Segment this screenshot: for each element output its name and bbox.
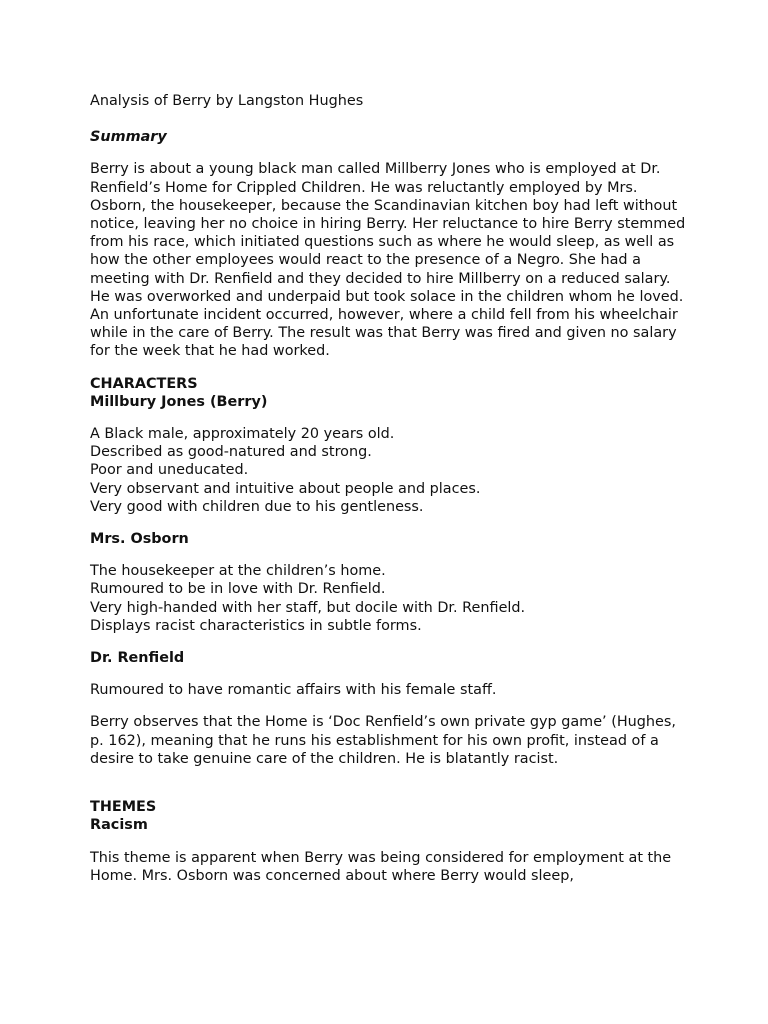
document-title: Analysis of Berry by Langston Hughes: [90, 93, 364, 109]
osborn-trait: Rumoured to be in love with Dr. Renfield.: [90, 581, 386, 598]
berry-traits: [90, 425, 690, 516]
characters-heading: CHARACTERS: [90, 375, 198, 392]
osborn-heading: Mrs. Osborn: [90, 531, 189, 548]
summary-heading: Summary: [90, 129, 167, 146]
berry-heading: Millbury Jones (Berry): [90, 393, 268, 410]
berry-trait: Very observant and intuitive about people and places.: [90, 480, 481, 497]
osborn-traits: [90, 562, 690, 635]
osborn-trait: Displays racist characteristics in subtle forms.: [90, 617, 422, 634]
berry-trait: Poor and uneducated.: [90, 462, 249, 479]
renfield-observation: Berry observes that the Home is ‘Doc Renfield’s own private gyp game’ (Hughes, p. 162), meaning that he runs his establishment for his own profit, instead of a desire to take genuine care of the children. He is blatantly racist.: [90, 714, 676, 767]
osborn-trait: Very high-handed with her staff, but docile with Dr. Renfield.: [90, 599, 526, 616]
berry-trait: A Black male, approximately 20 years old.: [90, 426, 395, 443]
summary-paragraph: Berry is about a young black man called Millberry Jones who is employed at Dr. Renfield’s Home for Crippled Children. He was reluctantly employed by Mrs. Osborn, the housekeeper, because the Scandinavian kitchen boy had left without notice, leaving her no choice in hiring Berry. Her reluctance to hire Berry stemmed from his race, which initiated questions such as where he would sleep, as well as how the other employees would react to the presence of a Negro. She had a meeting with Dr. Renfield and they decided to hire Millberry on a reduced salary. He was overworked and underpaid but took solace in the children whom he loved. An unfortunate incident occurred, however, where a child fell from his wheelchair while in the care of Berry. The result was that Berry was fired and given no salary for the week that he had worked.: [90, 161, 686, 360]
renfield-heading: Dr. Renfield: [90, 650, 185, 667]
berry-trait: Described as good-natured and strong.: [90, 444, 372, 461]
document-page: [90, 92, 690, 899]
racism-heading: Racism: [90, 817, 148, 834]
themes-heading: THEMES: [90, 799, 157, 816]
osborn-trait: The housekeeper at the children’s home.: [90, 563, 386, 580]
racism-paragraph: This theme is apparent when Berry was being considered for employment at the Home. Mrs. Osborn was concerned about where Berry would sleep,: [90, 849, 672, 884]
berry-trait: Very good with children due to his gentleness.: [90, 498, 424, 515]
renfield-trait: Rumoured to have romantic affairs with his female staff.: [90, 682, 497, 699]
